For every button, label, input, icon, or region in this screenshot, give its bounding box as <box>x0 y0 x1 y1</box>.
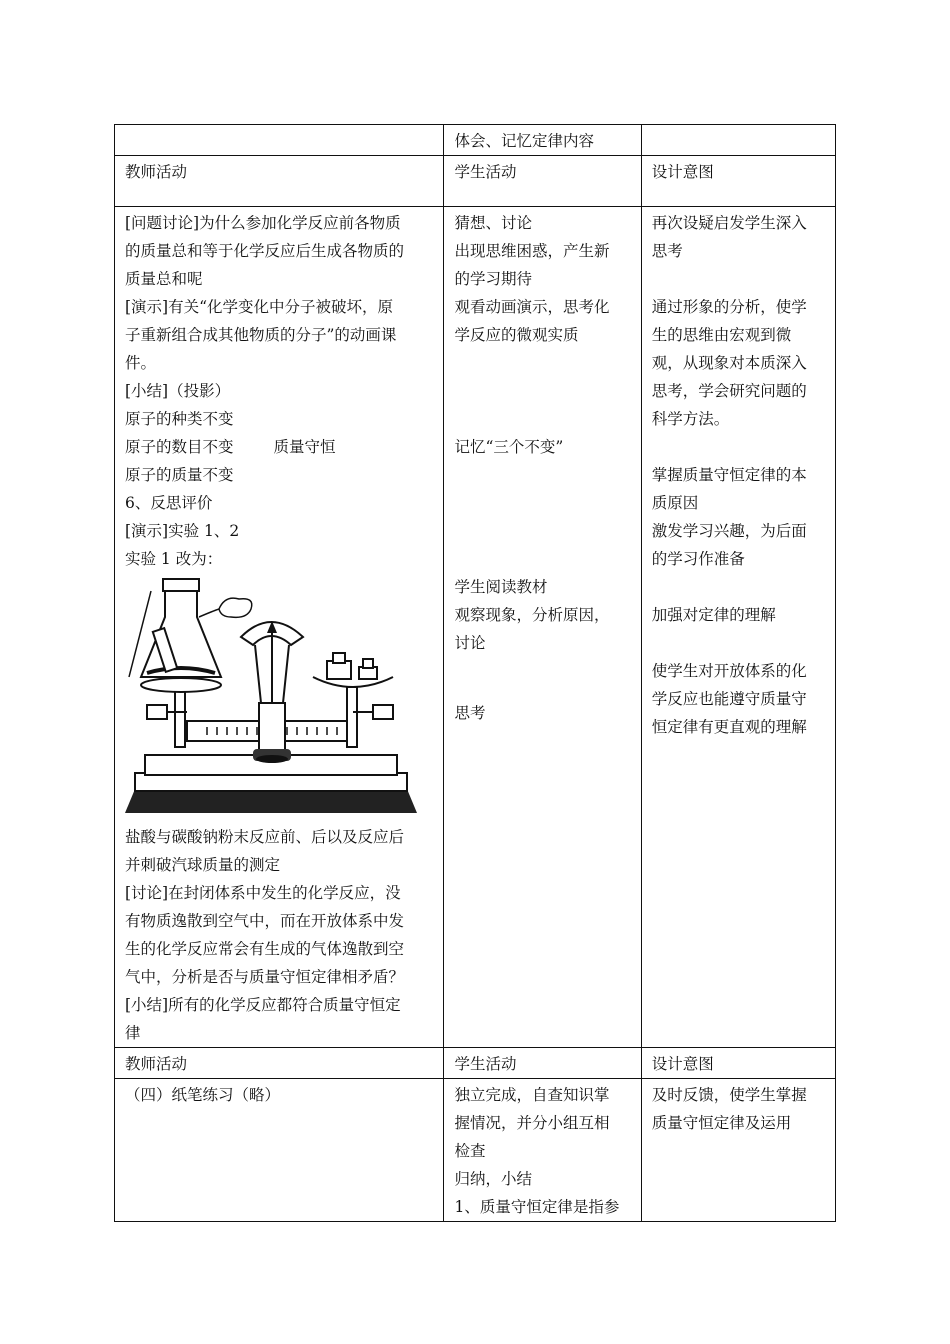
table-row <box>115 1079 836 1222</box>
header-intent: 设计意图 <box>641 156 835 207</box>
reflect-heading: 6、反思评价 <box>125 494 213 512</box>
balloon <box>219 598 252 617</box>
atom-number-line <box>125 433 435 461</box>
discussion-line-3: 生的化学反应常会有生成的气体逸散到空 <box>125 940 405 958</box>
student-line: 学生阅读教材 <box>454 578 548 596</box>
student-line: 检查 <box>454 1142 486 1160</box>
student-line: 观察现象，分析原因， <box>454 606 610 624</box>
student-line: 学反应的微观实质 <box>454 326 579 344</box>
summary-heading: [小结]（投影） <box>125 382 231 400</box>
discussion-line-2: 有物质逸散到空气中，而在开放体系中发 <box>125 912 405 930</box>
balance-with-flask-and-balloon-illustration <box>121 577 421 817</box>
header-teacher-2: 教师活动 <box>115 1048 444 1079</box>
left-post <box>175 687 185 747</box>
student-line: 的学习期待 <box>454 270 532 288</box>
student-line: 独立完成，自查知识掌 <box>454 1086 610 1104</box>
intent-line: 生的思维由宏观到微 <box>651 326 792 344</box>
intent-line: 使学生对开放体系的化 <box>651 662 807 680</box>
conclusion-line-2: 律 <box>125 1024 141 1042</box>
left-pan <box>141 678 221 692</box>
balance-base-shadow <box>125 789 417 813</box>
intent-line: 加强对定律的理解 <box>651 606 776 624</box>
intent-line: 思考，学会研究问题的 <box>651 382 807 400</box>
atom-kind-line: 原子的种类不变 <box>125 410 234 428</box>
intent-line: 再次设疑启发学生深入 <box>651 214 807 232</box>
student-line: 1、质量守恒定律是指参 <box>454 1198 620 1216</box>
right-pan <box>313 677 393 687</box>
intent-line: 质量守恒定律及运用 <box>651 1114 792 1132</box>
student-line: 讨论 <box>454 634 486 652</box>
question-line-3: 质量总和呢 <box>125 270 203 288</box>
table-row <box>115 125 836 156</box>
intent-line: 掌握质量守恒定律的本 <box>651 466 807 484</box>
caption-line-1: 盐酸与碳酸钠粉末反应前、后以及反应后 <box>125 828 405 846</box>
student-activity-cell <box>444 207 641 1048</box>
student-line: 猜想、讨论 <box>454 214 532 232</box>
discussion-line-1: [讨论]在封闭体系中发生的化学反应，没 <box>125 884 401 902</box>
question-line-1: [问题讨论]为什么参加化学反应前各物质 <box>125 214 401 232</box>
intent-line: 及时反馈，使学生掌握 <box>651 1086 807 1104</box>
design-intent-cell <box>641 207 835 1048</box>
experiment-change-line: 实验 1 改为： <box>125 550 223 568</box>
caption-line-2: 并刺破汽球质量的测定 <box>125 856 281 874</box>
cell-top-student <box>444 125 641 156</box>
student-line: 思考 <box>454 704 486 722</box>
table-header-row <box>115 1048 836 1079</box>
atom-mass-line: 原子的质量不变 <box>125 466 234 484</box>
header-student: 学生活动 <box>444 156 641 207</box>
exercise-line: （四）纸笔练习（略） <box>125 1086 281 1104</box>
flask-stopper <box>163 579 199 591</box>
question-line-2: 的质量总和等于化学反应后生成各物质的 <box>125 242 405 260</box>
intent-line: 恒定律有更直观的理解 <box>651 718 807 736</box>
teacher-activity-cell <box>115 207 444 1048</box>
student-note-top: 体会、记忆定律内容 <box>454 132 594 150</box>
student-line: 归纳，小结 <box>454 1170 532 1188</box>
demo-line-1: [演示]有关“化学变化中分子被破坏，原 <box>125 298 394 316</box>
header-student-2: 学生活动 <box>444 1048 641 1079</box>
left-knob <box>147 705 167 719</box>
intent-line: 思考 <box>651 242 683 260</box>
cell-empty-top-right <box>641 125 835 156</box>
intent-line: 科学方法。 <box>651 410 730 428</box>
student-line: 记忆“三个不变” <box>454 438 564 456</box>
header-intent-2: 设计意图 <box>641 1048 835 1079</box>
discussion-line-4: 气中，分析是否与质量守恒定律相矛盾？ <box>125 968 405 986</box>
right-knob <box>373 705 393 719</box>
intent-line: 激发学习兴趣，为后面 <box>651 522 807 540</box>
lesson-plan-table <box>114 124 836 1222</box>
student-line: 握情况，并分小组互相 <box>454 1114 610 1132</box>
conclusion-line-1: [小结]所有的化学反应都符合质量守恒定 <box>125 996 401 1014</box>
right-post <box>347 687 357 747</box>
demo-experiment-line: [演示]实验 1、2 <box>125 522 240 540</box>
demo-line-3: 件。 <box>125 354 157 372</box>
design-intent-cell-2 <box>641 1079 835 1222</box>
cell-empty-top-left <box>115 125 444 156</box>
table-row <box>115 207 836 1048</box>
intent-line: 学反应也能遵守质量守 <box>651 690 807 708</box>
student-activity-cell-2 <box>444 1079 641 1222</box>
table-header-row <box>115 156 836 207</box>
intent-line: 的学习作准备 <box>651 550 745 568</box>
header-teacher: 教师活动 <box>115 156 444 207</box>
teacher-activity-cell-2 <box>115 1079 444 1222</box>
intent-line: 通过形象的分析，使学 <box>651 298 807 316</box>
mass-conservation-label: 质量守恒 <box>273 438 336 456</box>
intent-line: 质原因 <box>651 494 699 512</box>
student-line: 观看动画演示，思考化 <box>454 298 610 316</box>
intent-line: 观，从现象对本质深入 <box>651 354 807 372</box>
student-line: 出现思维困惑，产生新 <box>454 242 610 260</box>
demo-line-2: 子重新组合成其他物质的分子”的动画课 <box>125 326 397 344</box>
atom-number-text: 原子的数目不变 <box>125 438 234 456</box>
